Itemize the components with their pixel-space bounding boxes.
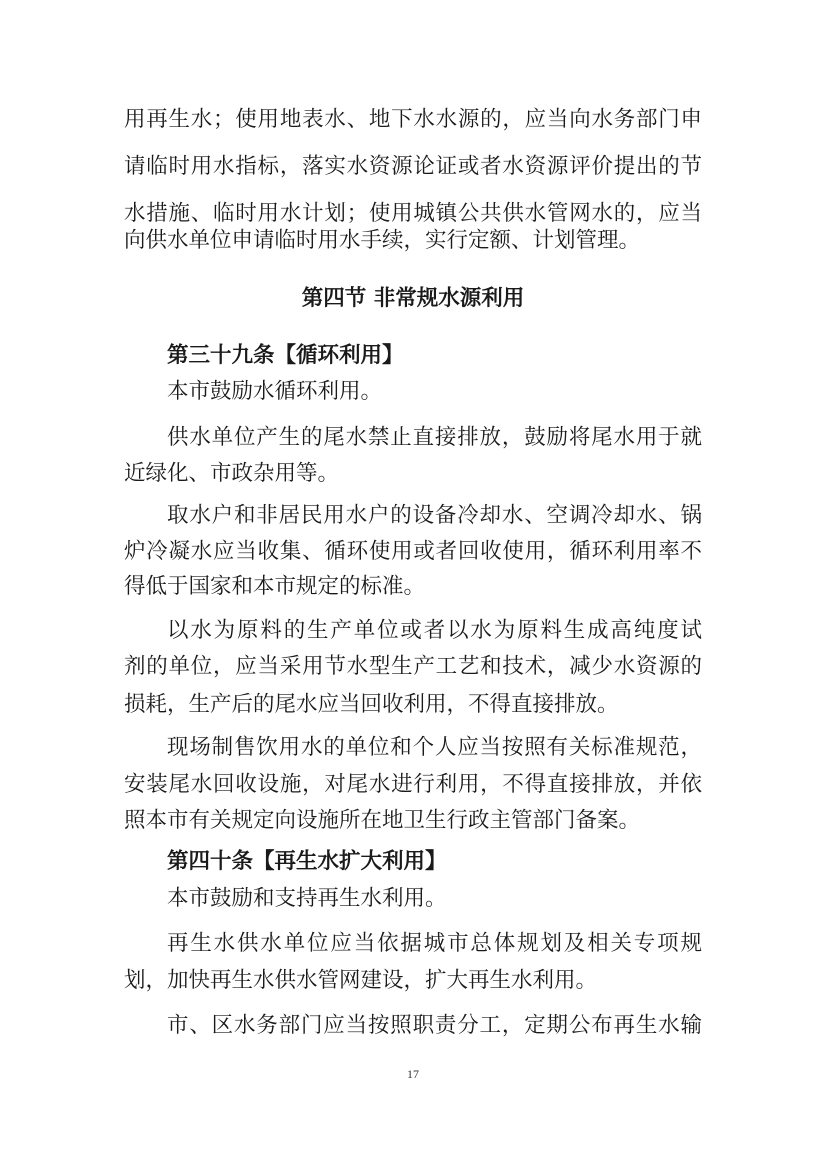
text-line: 本市鼓励水循环利用。 <box>167 379 383 404</box>
article-39-title: 第三十九条【循环利用】 <box>167 343 404 368</box>
text-line: 用再生水；使用地表水、地下水水源的，应当向水务部门申 <box>124 107 702 132</box>
article-40-title: 第四十条【再生水扩大利用】 <box>167 849 447 874</box>
text-line: 供水单位产生的尾水禁止直接排放，鼓励将尾水用于就 <box>167 425 702 450</box>
text-line: 再生水供水单位应当依据城市总体规划及相关专项规 <box>167 931 702 956</box>
text-line: 请临时用水指标，落实水资源论证或者水资源评价提出的节 <box>124 154 702 179</box>
text-line: 市、区水务部门应当按照职责分工，定期公布再生水输 <box>167 1013 702 1038</box>
text-line: 剂的单位，应当采用节水型生产工艺和技术，减少水资源的 <box>124 654 702 679</box>
text-line: 水措施、临时用水计划；使用城镇公共供水管网水的，应当 <box>124 201 702 226</box>
text-line: 炉冷凝水应当收集、循环使用或者回收使用，循环利用率不 <box>124 539 702 564</box>
text-line: 损耗，生产后的尾水应当回收利用，不得直接排放。 <box>124 692 619 717</box>
text-line: 得低于国家和本市规定的标准。 <box>124 574 426 599</box>
text-line: 照本市有关规定向设施所在地卫生行政主管部门备案。 <box>124 808 641 833</box>
text-line: 本市鼓励和支持再生水利用。 <box>167 886 447 911</box>
text-line: 现场制售饮用水的单位和个人应当按照有关标准规范， <box>167 735 702 760</box>
text-line: 安装尾水回收设施，对尾水进行利用，不得直接排放，并依 <box>124 772 702 797</box>
text-line: 取水户和非居民用水户的设备冷却水、空调冷却水、锅 <box>167 503 702 528</box>
text-line: 以水为原料的生产单位或者以水为原料生成高纯度试 <box>167 618 702 643</box>
page-number: 17 <box>407 1067 419 1081</box>
text-line: 近绿化、市政杂用等。 <box>124 461 340 486</box>
text-line: 向供水单位申请临时用水手续，实行定额、计划管理。 <box>124 228 641 253</box>
text-line: 划，加快再生水供水管网建设，扩大再生水利用。 <box>124 968 598 993</box>
section-heading: 第四节 非常规水源利用 <box>301 286 525 311</box>
